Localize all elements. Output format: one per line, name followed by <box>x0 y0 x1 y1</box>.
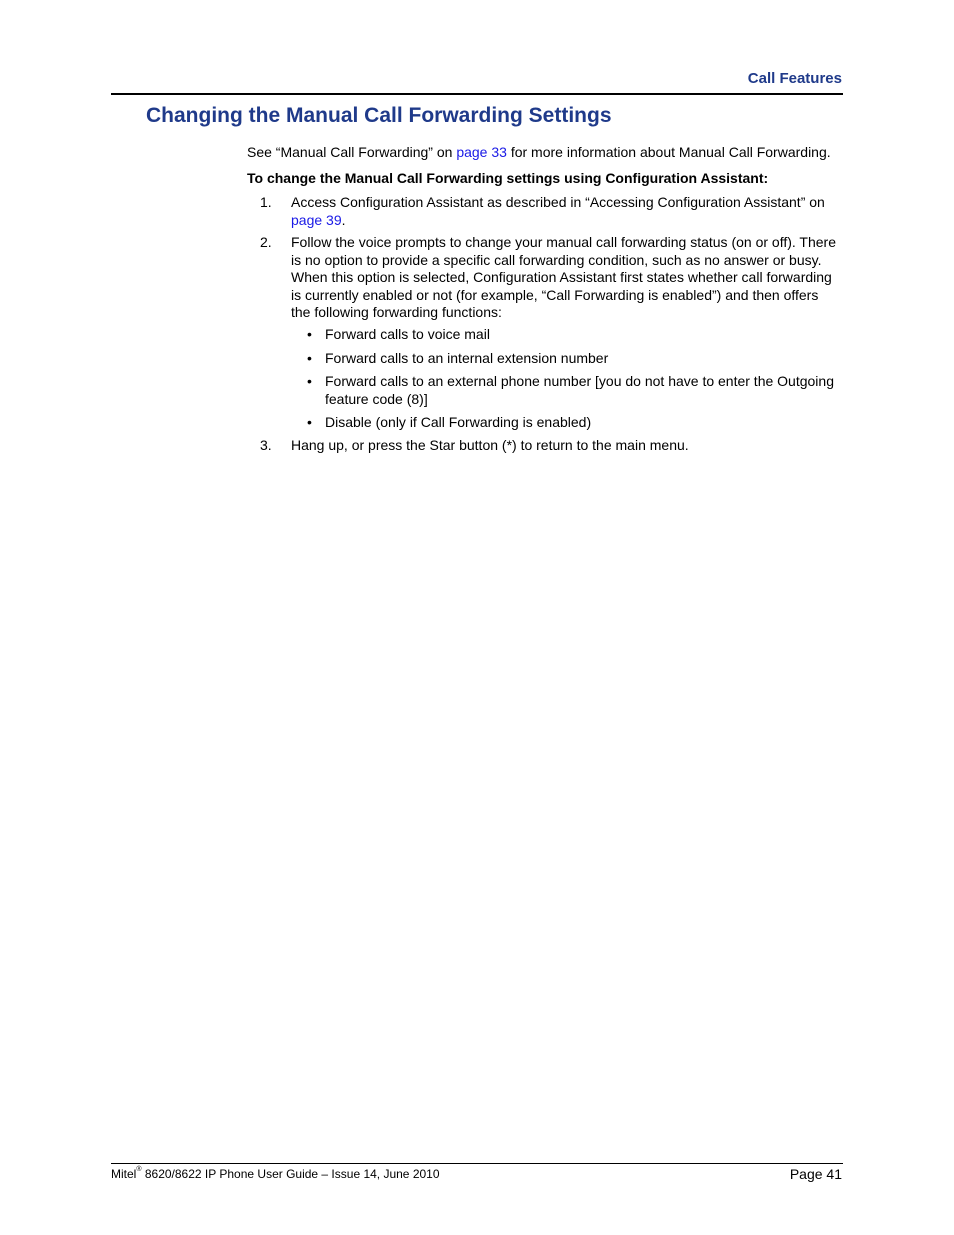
bullet-text: Forward calls to an internal extension number <box>325 350 609 366</box>
footer-brand: Mitel <box>111 1167 137 1181</box>
page-33-link[interactable]: page 33 <box>456 144 507 160</box>
step-3 <box>260 437 840 455</box>
footer-doc-title <box>111 1167 440 1181</box>
footer-divider <box>111 1163 843 1164</box>
page-number: Page 41 <box>789 1166 842 1182</box>
bullet-text: Forward calls to voice mail <box>325 326 490 342</box>
intro-text-before: See “Manual Call Forwarding” on <box>247 144 457 160</box>
bullet-icon: • <box>307 350 312 366</box>
step-2 <box>260 234 840 322</box>
footer-doc-text: 8620/8622 IP Phone User Guide – Issue 14, June 2010 <box>141 1167 440 1181</box>
registered-mark: ® <box>136 1166 142 1173</box>
section-label: Call Features <box>747 70 842 87</box>
step-text <box>291 194 840 229</box>
step-number: 3. <box>260 437 272 453</box>
bullet-item <box>307 373 847 408</box>
procedure-heading: To change the Manual Call Forwarding settings using Configuration Assistant: <box>247 170 769 186</box>
step-number: 1. <box>260 194 272 210</box>
bullet-item <box>307 414 847 432</box>
bullet-item <box>307 326 847 344</box>
bullet-text: Disable (only if Call Forwarding is enabled) <box>325 414 592 430</box>
step-text-after: . <box>341 211 346 228</box>
intro-text-after: for more information about Manual Call Forwarding. <box>506 144 831 160</box>
step-text: Follow the voice prompts to change your manual call forwarding status (on or off). There is no option to provide a specific call forwarding condition, such as no answer or busy. When this option is selected, Configuration Assistant first states whether call forwarding is currently enabled or not (for example, “Call Forwarding is enabled”) and then offers the following forwarding functions: <box>291 234 836 320</box>
bullet-icon: • <box>307 414 312 430</box>
bullet-icon: • <box>307 326 312 342</box>
bullet-item <box>307 350 847 368</box>
page-39-link[interactable]: page 39 <box>291 211 342 228</box>
intro-paragraph <box>247 144 847 162</box>
page-title: Changing the Manual Call Forwarding Settings <box>146 104 612 127</box>
bullet-text: Forward calls to an external phone number [you do not have to enter the Outgoing feature code (8)] <box>325 373 834 407</box>
step-number: 2. <box>260 234 272 250</box>
step-1 <box>260 194 840 229</box>
bullet-icon: • <box>307 373 312 389</box>
step-text-before: Access Configuration Assistant as described in “Accessing Configuration Assistant” on <box>291 194 825 210</box>
step-text: Hang up, or press the Star button (*) to return to the main menu. <box>291 437 689 453</box>
header-divider <box>111 93 843 95</box>
